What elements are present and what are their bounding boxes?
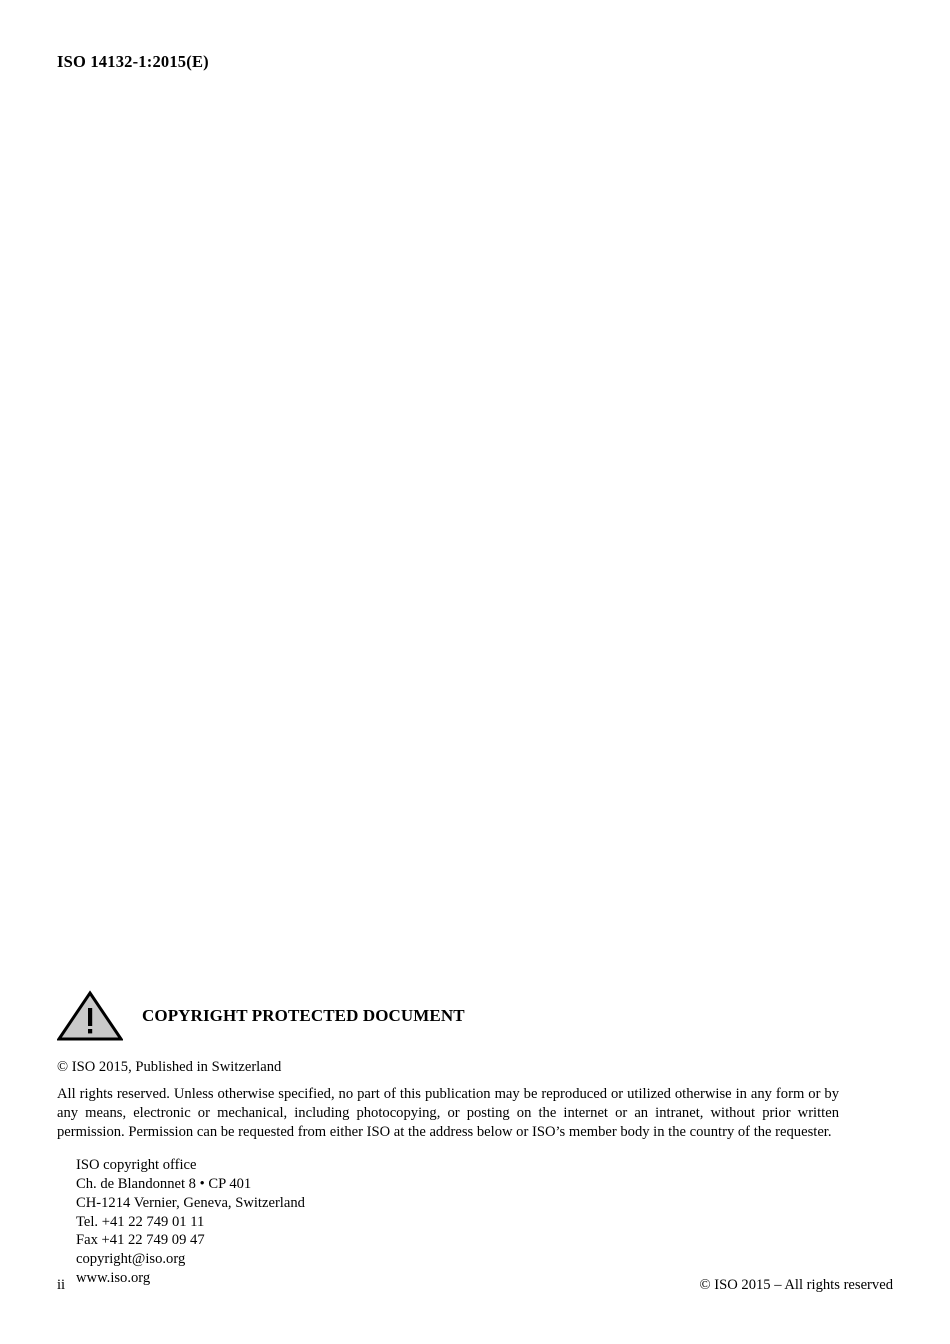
copyright-title: COPYRIGHT PROTECTED DOCUMENT: [142, 1006, 465, 1025]
copyright-title-row: [57, 990, 839, 1042]
footer-rights-text: © ISO 2015 – All rights reserved: [699, 1277, 893, 1293]
address-line: Tel. +41 22 749 01 11: [76, 1213, 205, 1230]
copyright-notice: © ISO 2015, Published in Switzerland: [57, 1059, 282, 1075]
address-line-website: www.iso.org: [76, 1270, 151, 1287]
footer-page-number: ii: [57, 1277, 66, 1293]
address-line: Ch. de Blandonnet 8 • CP 401: [76, 1175, 252, 1192]
copyright-protected-block: [57, 990, 839, 1288]
address-line: ISO copyright office: [76, 1157, 197, 1174]
address-line: CH-1214 Vernier, Geneva, Switzerland: [76, 1194, 305, 1211]
copyright-terms: All rights reserved. Unless otherwise specified, no part of this publication may be reproduced or utilized otherwise in any form or by any means, electronic or mechanical, including photocopying, or posting on the internet or an intranet, without prior written permission. Permission can be requested from either ISO at the address below or ISO’s member body in the country of the requester.: [57, 1086, 839, 1141]
address-line-email: copyright@iso.org: [76, 1251, 186, 1268]
address-line: Fax +41 22 749 09 47: [76, 1232, 205, 1249]
page-footer: [57, 1277, 893, 1294]
warning-triangle-icon: [57, 990, 123, 1042]
copyright-office-address: [76, 1156, 839, 1288]
page-header-standard-id: ISO 14132-1:2015(E): [57, 52, 209, 71]
